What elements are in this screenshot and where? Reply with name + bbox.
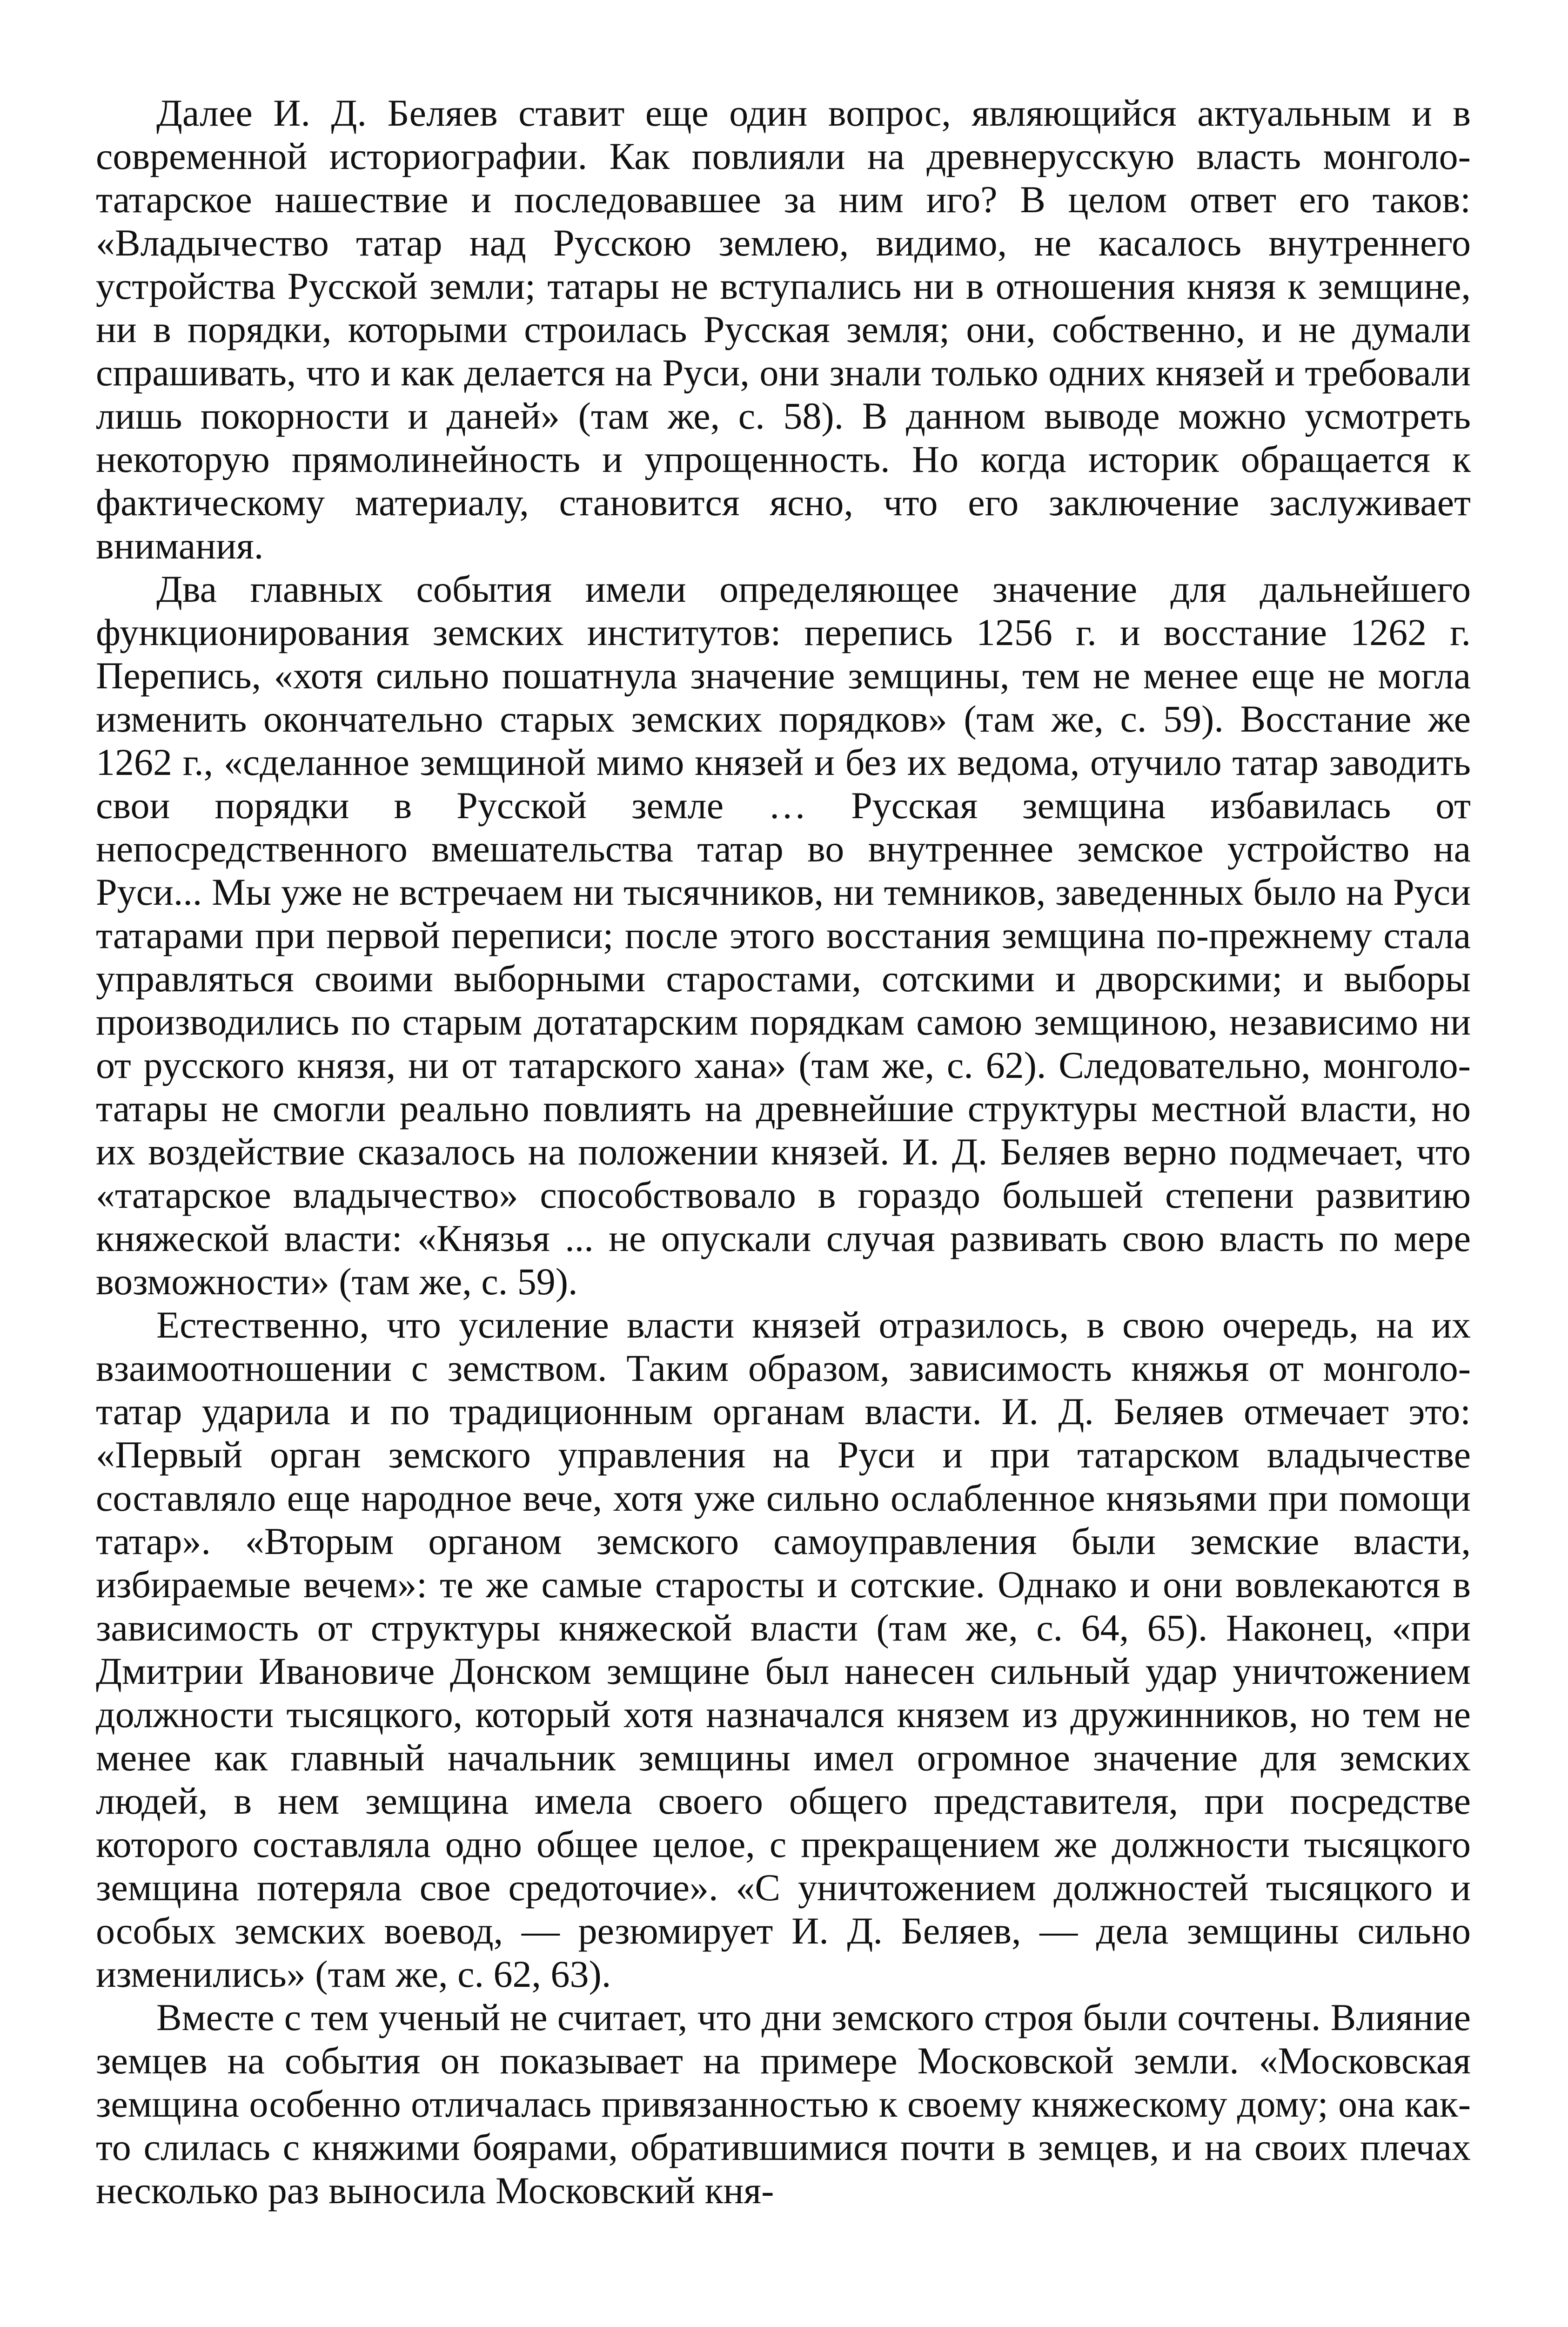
- paragraph-4: Вместе с тем ученый не считает, что дни земского строя были сочтены. Влияние земцев на события он показывает на примере Московской земли. «Московская земщина особенно отличалась привязанностью к своему княжескому дому; она как-то слилась с княжими боярами, обратившимися почти в земцев, и на своих плечах несколько раз выносила Московский кня-: [96, 1996, 1471, 2212]
- body-text: [96, 91, 1471, 2212]
- paragraph-2: Два главных события имели определяющее значение для дальнейшего функционирования земских институтов: перепись 1256 г. и восстание 1262 г. Перепись, «хотя сильно пошатнула значение земщины, тем не менее еще не могла изменить окончательно старых земских порядков» (там же, с. 59). Восстание же 1262 г., «сделанное земщиной мимо князей и без их ведома, отучило татар заводить свои порядки в Русской земле … Русская земщина избавилась от непосредственного вмешательства татар во внутреннее земское устройство на Руси... Мы уже не встречаем ни тысячников, ни темников, заведенных было на Руси татарами при первой переписи; после этого восстания земщина по-прежнему стала управляться своими выборными старостами, сотскими и дворскими; и выборы производились по старым дотатарским порядкам самою земщиною, независимо ни от русского князя, ни от татарского хана» (там же, с. 62). Следовательно, монголо-татары не смогли реально повлиять на древнейшие структуры местной власти, но их воздействие сказалось на положении князей. И. Д. Беляев верно подмечает, что «татарское владычество» способствовало в гораздо большей степени развитию княжеской власти: «Князья ... не опускали случая развивать свою власть по мере возможности» (там же, с. 59).: [96, 568, 1471, 1303]
- paragraph-1: Далее И. Д. Беляев ставит еще один вопрос, являющийся актуальным и в современной историографии. Как повлияли на древнерусскую власть монголо-татарское нашествие и последовавшее за ним иго? В целом ответ его таков: «Владычество татар над Русскою землею, видимо, не касалось внутреннего устройства Русской земли; татары не вступались ни в отношения князя к земщине, ни в порядки, которыми строилась Русская земля; они, собственно, и не думали спрашивать, что и как делается на Руси, они знали только одних князей и требовали лишь покорности и даней» (там же, с. 58). В данном выводе можно усмотреть некоторую прямолинейность и упрощенность. Но когда историк обращается к фактическому материалу, становится ясно, что его заключение заслуживает внимания.: [96, 92, 1471, 567]
- paragraph-3: Естественно, что усиление власти князей отразилось, в свою очередь, на их взаимоотношении с земством. Таким образом, зависимость княжья от монголо-татар ударила и по традиционным органам власти. И. Д. Беляев отмечает это: «Первый орган земского управления на Руси и при татарском владычестве составляло еще народное вече, хотя уже сильно ослабленное князьями при помощи татар». «Вторым органом земского самоуправления были земские власти, избираемые вечем»: те же самые старосты и сотские. Однако и они вовлекаются в зависимость от структуры княжеской власти (там же, с. 64, 65). Наконец, «при Дмитрии Ивановиче Донском земщине был нанесен сильный удар уничтожением должности тысяцкого, который хотя назначался князем из дружинников, но тем не менее как главный начальник земщины имел огромное значение для земских людей, в нем земщина имела своего общего представителя, при посредстве которого составляла одно общее целое, с прекращением же должности тысяцкого земщина потеряла свое средоточие». «С уничтожением должностей тысяцкого и особых земских воевод, — резюмирует И. Д. Беляев, — дела земщины сильно изменились» (там же, с. 62, 63).: [96, 1304, 1471, 1995]
